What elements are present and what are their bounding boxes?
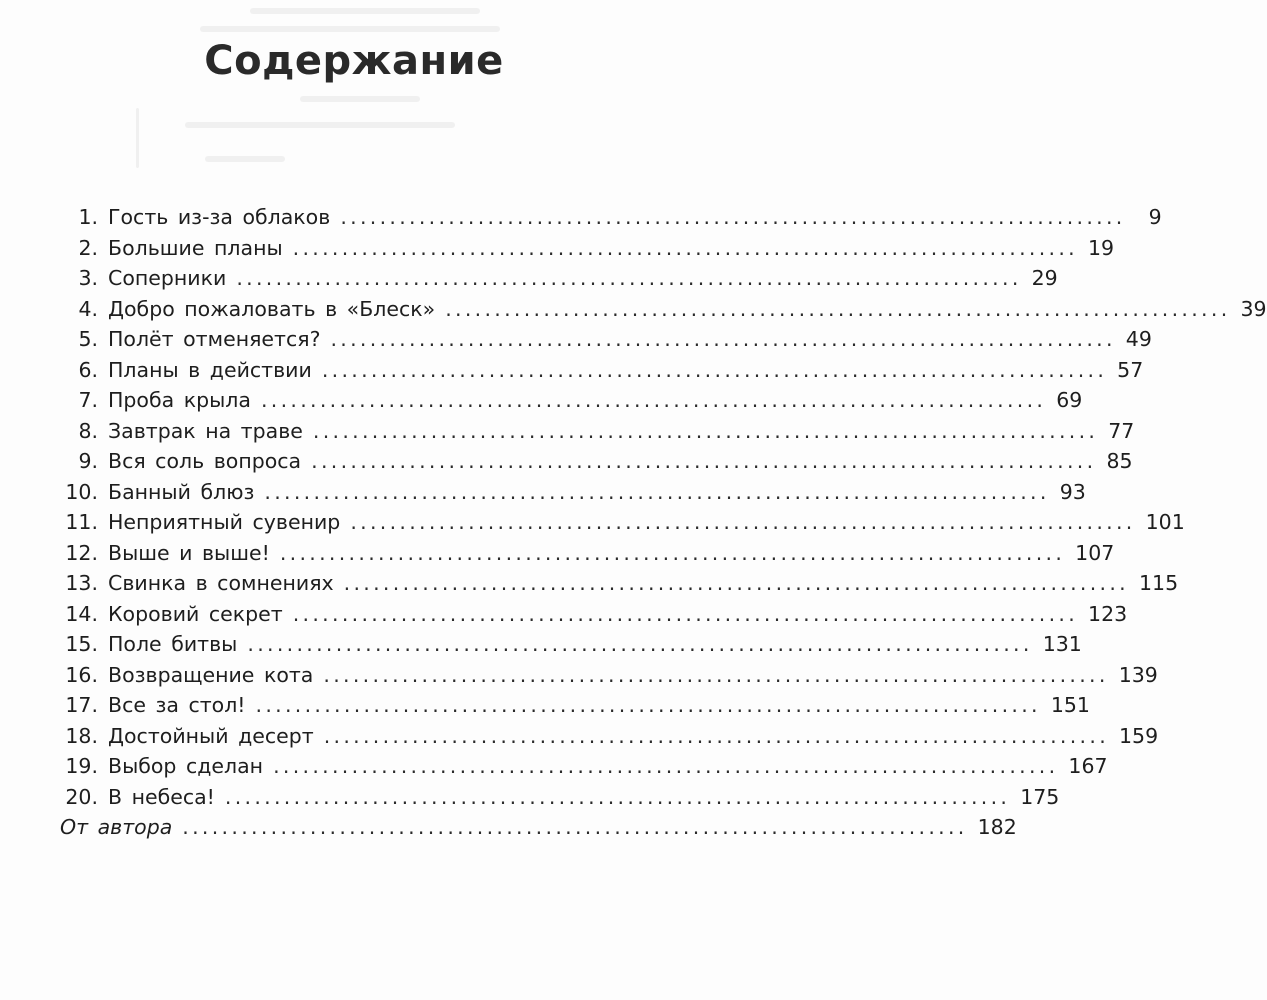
toc-entry	[60, 263, 1058, 294]
toc-entry-title: Поле битвы	[108, 632, 238, 656]
show-through-text	[0, 0, 708, 200]
toc-entry	[60, 538, 1115, 569]
dot-leader: ................................................................................	[340, 205, 1126, 229]
toc-entry-page: 29	[1031, 266, 1058, 290]
toc-entry-number: 7.	[78, 388, 98, 412]
dot-leader: ................................................................................	[292, 235, 1078, 260]
toc-entry-title: Выше и выше!	[108, 540, 270, 565]
dot-leader: ................................................................................	[273, 754, 1059, 778]
toc-entry-page: 69	[1056, 388, 1083, 412]
toc-entry	[60, 202, 1162, 233]
toc-entry-title: Добро пожаловать в «Блеск»	[108, 296, 436, 321]
toc-entry	[60, 782, 1060, 813]
toc-entry-page: 19	[1087, 235, 1115, 260]
toc-entry-number: 12.	[65, 540, 98, 565]
toc-entry	[60, 599, 1128, 630]
toc-entry	[60, 416, 1135, 447]
toc-entry	[60, 721, 1159, 752]
dot-leader: ................................................................................	[224, 784, 1011, 809]
toc-entry	[60, 324, 1152, 355]
dot-leader: ................................................................................	[323, 662, 1109, 687]
toc-entry-number: 4.	[78, 296, 98, 321]
toc-entry-number: 3.	[78, 266, 98, 290]
toc-entry-page: 167	[1068, 754, 1108, 778]
toc-entry-title: Неприятный сувенир	[108, 510, 341, 534]
toc-entry-title: Вся соль вопроса	[108, 449, 302, 473]
toc-entry-number: 13.	[65, 571, 98, 595]
toc-entry-number: 19.	[65, 754, 98, 778]
toc-entry-page: 131	[1042, 632, 1082, 656]
dot-leader: ................................................................................	[260, 388, 1047, 412]
toc-entry-number: 15.	[65, 632, 98, 656]
toc-entry-title: Выбор сделан	[108, 754, 264, 778]
dot-leader: ................................................................................	[323, 723, 1110, 748]
toc-entry-page: 9	[1148, 205, 1162, 229]
toc-entry-title: Все за стол!	[108, 693, 246, 717]
dot-leader: ................................................................................	[279, 540, 1066, 565]
toc-entry	[60, 477, 1086, 508]
dot-leader: ................................................................................	[445, 296, 1231, 321]
toc-entry-title: Достойный десерт	[108, 723, 314, 748]
toc-entry-title: Большие планы	[108, 235, 283, 260]
toc-entry-title: Соперники	[108, 266, 227, 290]
toc-entry-title: В небеса!	[108, 784, 215, 809]
toc-entry-title: Свинка в сомнениях	[108, 571, 334, 595]
toc-entry-page: 107	[1075, 540, 1115, 565]
toc-entry-page: 49	[1125, 327, 1152, 351]
page-title: Содержание	[204, 38, 504, 84]
dot-leader: ................................................................................	[236, 266, 1022, 290]
toc-entry-number: 6.	[78, 357, 98, 382]
dot-leader: ................................................................................	[247, 632, 1033, 656]
toc-entry-number: 8.	[78, 418, 98, 443]
toc-entry-number: 10.	[65, 479, 98, 504]
toc-entry-page: 57	[1117, 357, 1144, 382]
toc-entry-page: 101	[1145, 510, 1185, 534]
dot-leader: ................................................................................	[350, 510, 1136, 534]
toc-entry-number: 16.	[65, 662, 98, 687]
toc-entry-number: 14.	[65, 601, 98, 626]
dot-leader: ................................................................................	[330, 327, 1116, 351]
toc-entry-title: Проба крыла	[108, 388, 251, 412]
toc-entry	[60, 660, 1158, 691]
toc-entry-title: Завтрак на траве	[108, 418, 303, 443]
toc-entry	[60, 385, 1083, 416]
dot-leader: ................................................................................	[292, 601, 1079, 626]
toc-entry	[60, 233, 1115, 264]
toc-entry-page: 175	[1020, 784, 1060, 809]
toc-entry-title: Планы в действии	[108, 357, 312, 382]
toc-entry-page: 123	[1088, 601, 1128, 626]
toc-entry	[60, 629, 1082, 660]
toc-entry-title: Возвращение кота	[108, 662, 314, 687]
toc-entry-title: Банный блюз	[108, 479, 255, 504]
table-of-contents	[60, 202, 1267, 843]
toc-entry	[60, 507, 1185, 538]
toc-entry	[60, 355, 1144, 386]
dot-leader: ................................................................................	[343, 571, 1129, 595]
toc-entry-page: 77	[1108, 418, 1135, 443]
toc-entry-title: Коровий секрет	[108, 601, 283, 626]
toc-entry	[60, 690, 1090, 721]
toc-entry-author	[60, 812, 1017, 843]
dot-leader: ................................................................................	[321, 357, 1108, 382]
toc-entry-page: 39	[1240, 296, 1267, 321]
toc-entry-number: 9.	[78, 449, 98, 473]
dot-leader: ................................................................................	[255, 693, 1041, 717]
toc-entry	[60, 294, 1267, 325]
dot-leader: ................................................................................	[182, 815, 968, 839]
toc-entry-title: От автора	[60, 815, 173, 839]
toc-entry-number: 18.	[65, 723, 98, 748]
toc-entry	[60, 568, 1179, 599]
toc-entry-page: 151	[1050, 693, 1090, 717]
toc-entry-number: 2.	[78, 235, 98, 260]
toc-entry	[60, 446, 1133, 477]
toc-entry-number: 17.	[65, 693, 98, 717]
dot-leader: ................................................................................	[264, 479, 1050, 504]
toc-entry	[60, 751, 1108, 782]
toc-entry-page: 159	[1119, 723, 1159, 748]
toc-entry-title: Гость из-за облаков	[108, 205, 331, 229]
toc-entry-page: 115	[1138, 571, 1179, 595]
toc-entry-page: 85	[1106, 449, 1133, 473]
toc-entry-page: 139	[1118, 662, 1158, 687]
toc-entry-number: 20.	[65, 784, 98, 809]
dot-leader: ................................................................................	[311, 449, 1097, 473]
toc-entry-number: 5.	[78, 327, 98, 351]
toc-entry-number: 1.	[78, 205, 98, 229]
toc-entry-page: 182	[977, 815, 1017, 839]
dot-leader: ................................................................................	[312, 418, 1099, 443]
toc-entry-page: 93	[1059, 479, 1086, 504]
toc-entry-title: Полёт отменяется?	[108, 327, 321, 351]
toc-entry-number: 11.	[65, 510, 98, 534]
